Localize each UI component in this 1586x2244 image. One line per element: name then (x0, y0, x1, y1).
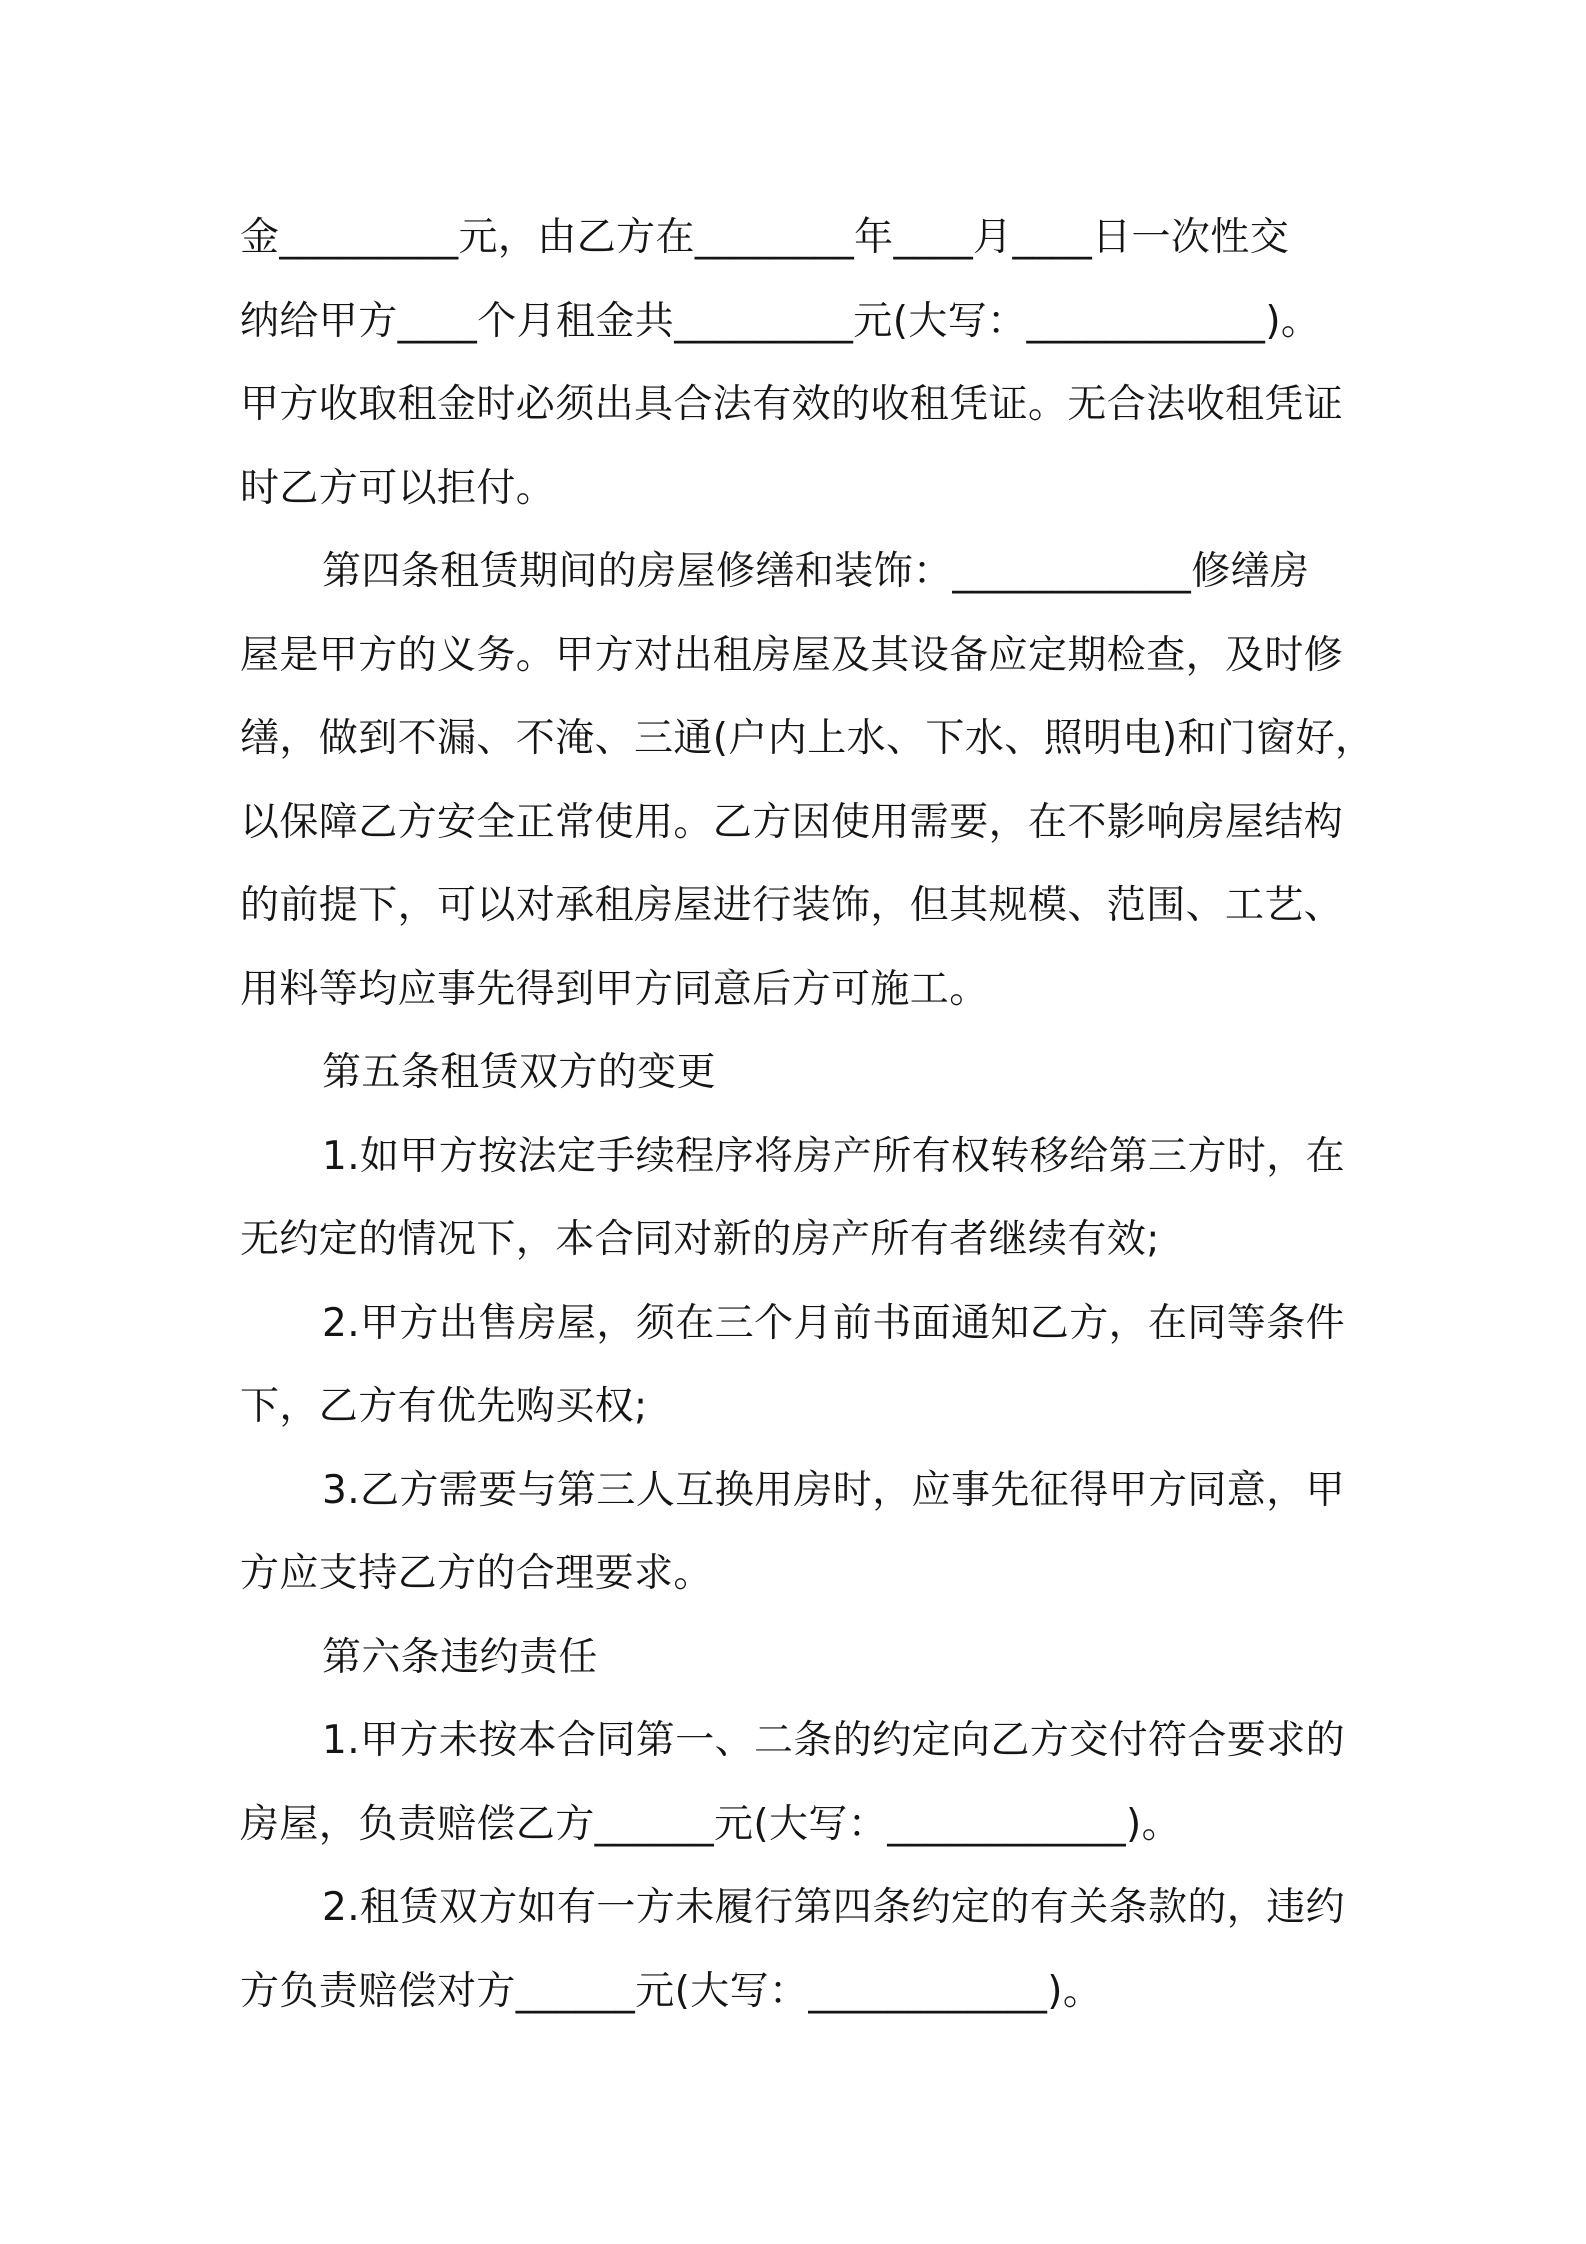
text-line: 房屋，负责赔偿乙方______元(大写：____________)。 (240, 1801, 1182, 1847)
text-line: 甲方收取租金时必须出具合法有效的收租凭证。无合法收租凭证 (240, 382, 1344, 427)
text-line: 方应支持乙方的合理要求。 (240, 1551, 713, 1596)
article-5-item-2: 2.甲方出售房屋，须在三个月前书面通知乙方，在同等条件 (322, 1300, 1346, 1346)
article-6-item-1: 1.甲方未按本合同第一、二条的约定向乙方交付符合要求的 (322, 1718, 1346, 1763)
document-body (240, 196, 1375, 2033)
article-5-item-3: 3.乙方需要与第三人互换用房时，应事先征得甲方同意，甲 (322, 1467, 1346, 1513)
article-5-heading: 第五条租赁双方的变更 (322, 1050, 717, 1095)
article-5-item-1: 1.如甲方按法定手续程序将房产所有权转移给第三方时，在 (322, 1133, 1346, 1179)
article-6-item-2: 2.租赁双方如有一方未履行第四条约定的有关条款的，违约 (322, 1885, 1346, 1930)
article-6-heading: 第六条违约责任 (322, 1634, 598, 1680)
text-line: 下，乙方有优先购买权; (240, 1384, 648, 1429)
text-line: 无约定的情况下，本合同对新的房产所有者继续有效; (240, 1217, 1160, 1262)
text-line: 纳给甲方____个月租金共_________元(大写：____________)。 (240, 298, 1321, 344)
text-line: 以保障乙方安全正常使用。乙方因使用需要，在不影响房屋结构 (240, 799, 1344, 845)
text-line: 的前提下，可以对承租房屋进行装饰，但其规模、范围、工艺、 (240, 883, 1344, 928)
text-line: 方负责赔偿对方______元(大写：____________)。 (240, 1968, 1103, 2014)
text-line: 用料等均应事先得到甲方同意后方可施工。 (240, 966, 989, 1012)
text-line: 金_________元，由乙方在________年____月____日一次性交 (240, 215, 1290, 260)
text-line: 缮，做到不漏、不淹、三通(户内上水、下水、照明电)和门窗好， (240, 716, 1375, 761)
text-line: 时乙方可以拒付。 (240, 465, 556, 511)
article-4-heading-line: 第四条租赁期间的房屋修缮和装饰：____________修缮房 (322, 549, 1310, 594)
text-line: 屋是甲方的义务。甲方对出租房屋及其设备应定期检查，及时修 (240, 632, 1344, 678)
